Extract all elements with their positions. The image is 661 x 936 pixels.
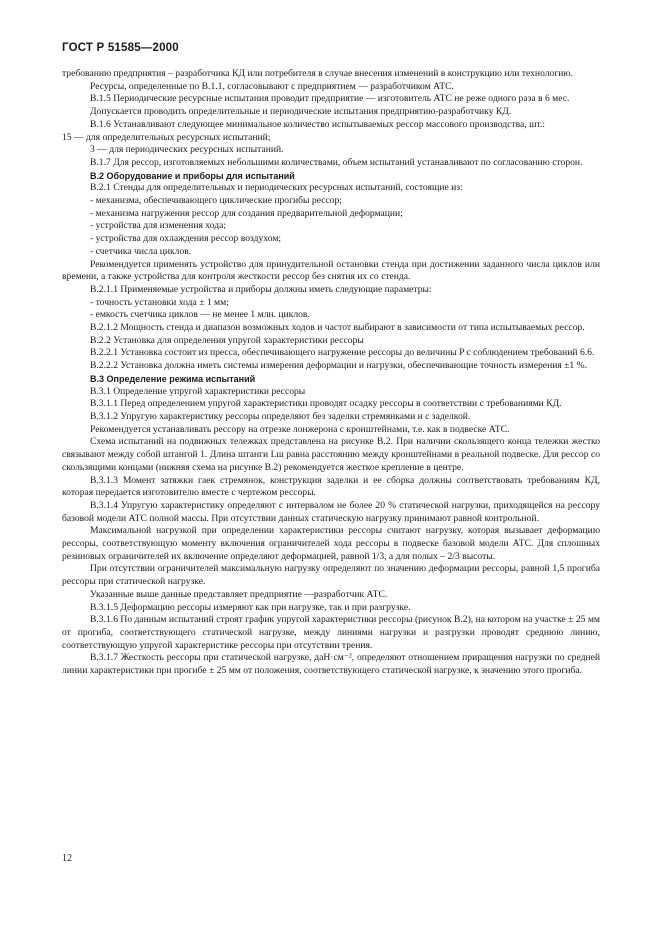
paragraph: В.1.5 Периодические ресурсные испытания проводит предприятие — изготовитель АТС не реже одного раза в 6 мес. [90,93,570,105]
page-header: ГОСТ Р 51585—2000 [62,42,179,54]
paragraph: В.3.1.3 Момент затяжки гаек стремянок, конструкция заделки и ее сборка должны соответствовать требованиям КД, которая передается изготовителю вместе с чертежом рессоры. [62,474,600,499]
paragraph: В.3.1.7 Жесткость рессоры при статической нагрузке, даН·см⁻², определяют отношением приращения нагрузки по средней линии характеристики при прогибе ± 25 мм от положения, соответствующего статической нагрузке, к значению этого прогиба. [62,652,600,677]
paragraph: 3 — для периодических ресурсных испытаний. [90,144,284,156]
section-heading: В.2 Оборудование и приборы для испытаний [90,170,295,181]
paragraph: В.3.1.1 Перед определением упругой характеристики проводят осадку рессоры в соответствии с требованиями КД. [90,398,562,410]
paragraph: В.2.1.1 Применяемые устройства и приборы должны иметь следующие параметры: [90,283,432,295]
paragraph: Указанные выше данные представляет предприятие —разработчик АТС. [90,588,388,600]
paragraph: В.1.7 Для рессор, изготовляемых небольшими количествами, объем испытаний устанавливают по согласованию сторон. [90,156,583,168]
paragraph: В.1.6 Устанавливают следующее минимальное количество испытываемых рессор массового производства, шт.: [90,118,545,130]
document-body [62,68,600,678]
list-item: - емкость счетчика циклов — не менее 1 млн. циклов. [90,309,310,321]
paragraph: В.3.1.6 По данным испытаний строят график упругой характеристики рессоры (рисунок В.2), на котором на участке ± 25 мм от прогиба, соответствующего статической нагрузке, между линиями нагрузки и разгрузки проводят среднюю линию, соответствующую упругой характеристике рессоры при отсутствии трения. [62,614,600,651]
paragraph: В.2.1.2 Мощность стенда и диапазон возможных ходов и частот выбирают в зависимости от типа испытываемых рессор. [90,322,585,334]
paragraph: требованию предприятия – разработчика КД или потребителя в случае внесения изменений в конструкцию или технологию. [62,68,573,79]
paragraph: В.2.1 Стенды для определительных и периодических ресурсных испытаний, состоящие из: [90,182,463,194]
list-item: - точность установки хода ± 1 мм; [90,296,229,308]
paragraph: В.3.1.2 Упругую характеристику рессоры определяют без заделки стремянками и с заделкой. [90,410,471,422]
paragraph: В.3.1 Определение упругой характеристики рессоры [90,385,306,397]
list-item: - счетчика числа циклов. [90,245,192,257]
section-heading: В.3 Определение режима испытаний [90,373,256,384]
paragraph: В.2.2 Установка для определения упругой характеристики рессоры [90,334,364,346]
paragraph: В.3.1.4 Упругую характеристику определяют с интервалом не более 20 % статической нагрузки, приходящейся на рессору базовой модели АТС полной массы. При отсутствии данных статическую нагрузку принимают равной контрольной. [62,499,600,524]
paragraph: Допускается проводить определительные и периодические испытания предприятию-разработчику КД. [90,106,512,118]
list-item: - устройства для изменения хода; [90,220,227,232]
paragraph: В.2.2.1 Установка состоит из пресса, обеспечивающего нагружение рессоры до величины P с соблюдением требований 6.6. [90,347,595,359]
list-item: - механизма нагружения рессор для создания предварительной деформации; [90,207,403,219]
page-number: 12 [62,853,72,864]
paragraph: Схема испытаний на подвижных тележках представлена на рисунке В.2. При наличии скользящего конца тележки жестко связывают между собой штангой 1. Длина штанги Lш равна расстоянию между кронштейнами в реальной подвеске. Для рессор со скользящими концами (нижняя схема на рисунке В.2) рекомендуется жесткое крепление в центре. [62,436,600,473]
paragraph: При отсутствии ограничителей максимальную нагрузку определяют по значению деформации рессоры, равной 1,5 прогиба рессоры при статической нагрузке. [62,563,600,588]
paragraph: Рекомендуется устанавливать рессору на отрезке лонжерона с кронштейнами, т.е. как в подвеске АТС. [90,423,510,435]
paragraph: В.2.2.2 Установка должна иметь системы измерения деформации и нагрузки, обеспечивающие точность измерения ±1 %. [90,360,587,372]
paragraph: В.3.1.5 Деформацию рессоры измеряют как при нагрузке, так и при разгрузке. [90,601,411,613]
paragraph: Рекомендуется применять устройство для принудительной остановки стенда при достижении заданного числа циклов или времени, а также устройства для контроля жесткости рессор без снятия их со стенда. [62,258,600,283]
paragraph: Максимальной нагрузкой при определении характеристики рессоры считают нагрузку, которая вызывает деформацию рессоры, соответствующую моменту включения ограничителей хода рессоры в подвеске базовой модели АТС. Для сплошных резиновых ограничителей их включение определяют деформацией, равной 1/3, а для полых – 2/3 высоты. [62,525,600,562]
paragraph: 15 — для определительных ресурсных испытаний; [62,131,271,143]
list-item: - механизма, обеспечивающего циклические прогибы рессор; [90,195,342,207]
paragraph: Ресурсы, определенные по В.1.1, согласовывают с предприятием — разработчиком АТС. [90,80,454,92]
list-item: - устройства для охлаждения рессор воздухом; [90,233,282,245]
